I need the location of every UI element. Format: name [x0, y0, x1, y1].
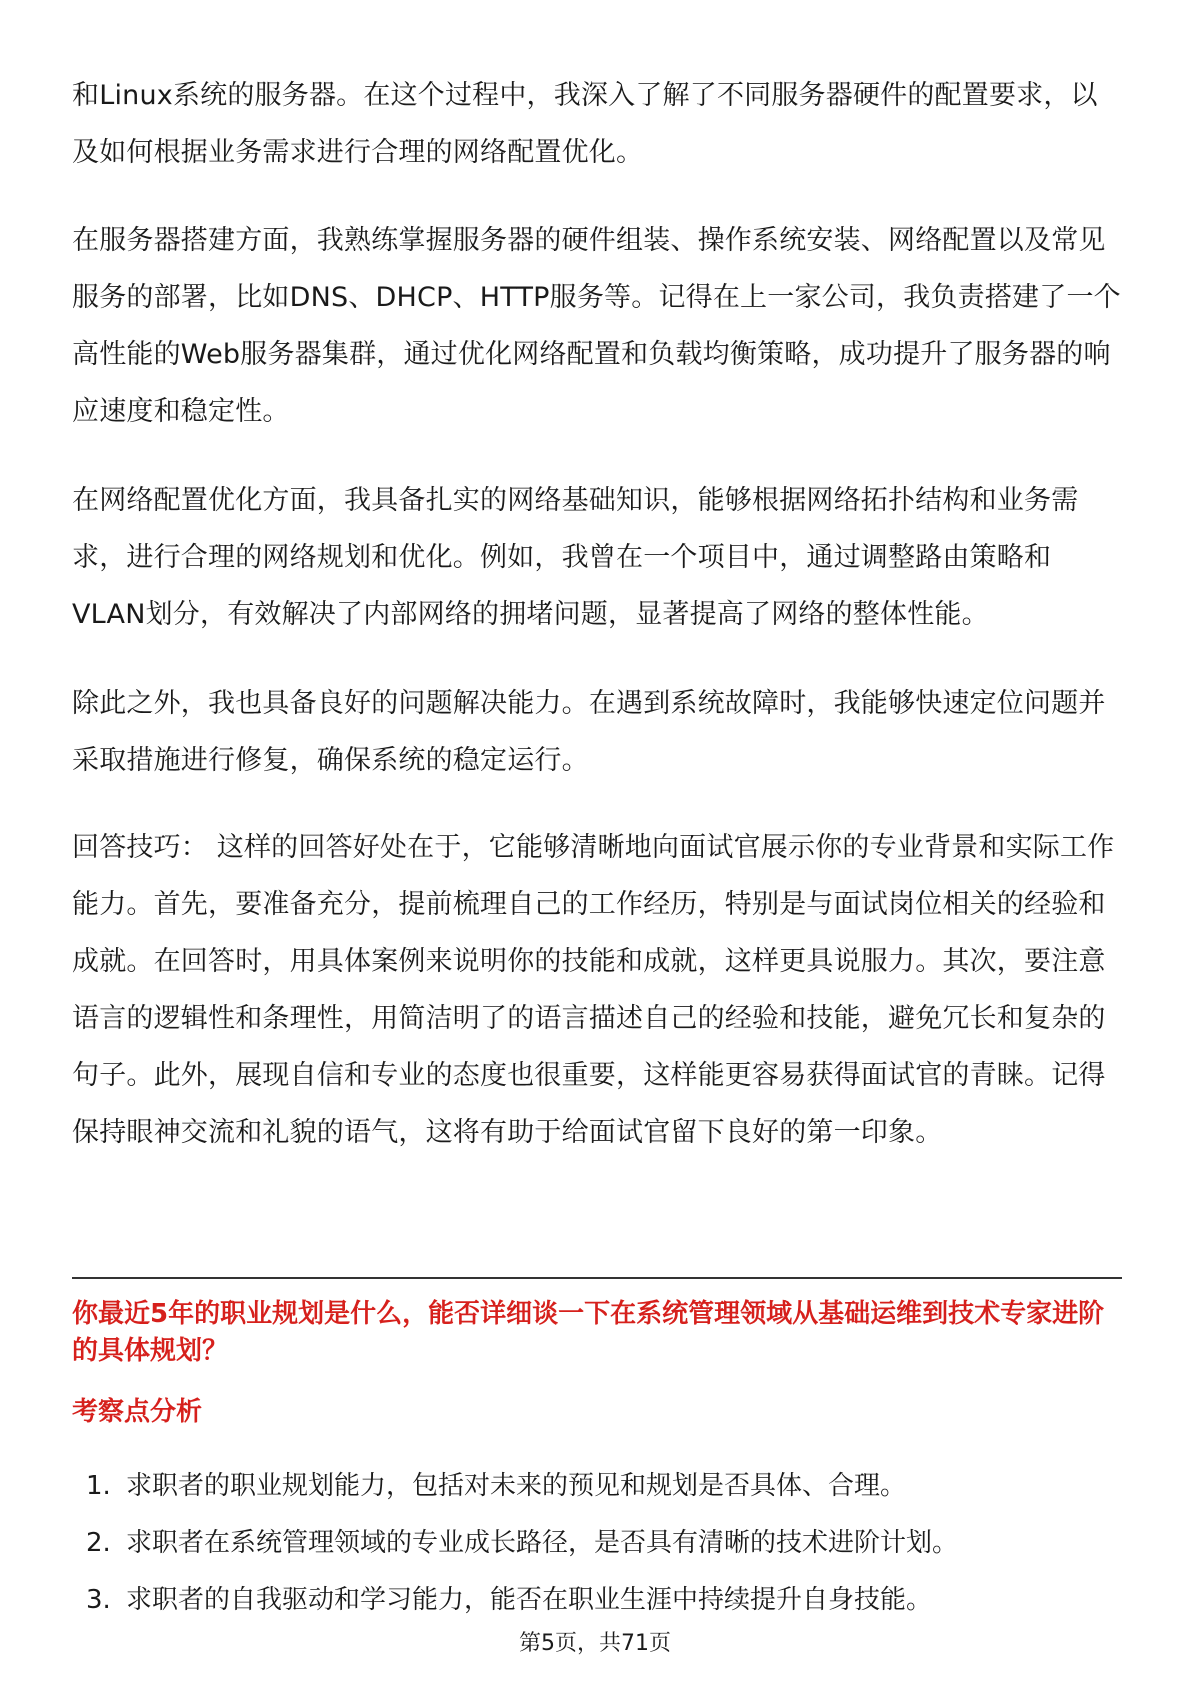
list-item-text: 求职者在系统管理领域的专业成长路径，是否具有清晰的技术进阶计划。	[126, 1528, 959, 1558]
document-page	[72, 0, 1122, 1684]
question-title: 你最近5年的职业规划是什么，能否详细谈一下在系统管理领域从基础运维到技术专家进阶的具体规划？	[72, 1299, 1105, 1366]
analysis-heading: 考察点分析	[72, 1397, 203, 1427]
list-item	[72, 1458, 1122, 1515]
list-item	[72, 1572, 1122, 1629]
list-item-number: 3.	[86, 1585, 111, 1615]
analysis-points-list	[72, 1458, 1122, 1629]
list-item-text: 求职者的职业规划能力，包括对未来的预见和规划是否具体、合理。	[126, 1471, 907, 1501]
body-paragraph: 在网络配置优化方面，我具备扎实的网络基础知识，能够根据网络拓扑结构和业务需求，进行合理的网络规划和优化。例如，我曾在一个项目中，通过调整路由策略和VLAN划分，有效解决了内部网络的拥堵问题，显著提高了网络的整体性能。	[72, 485, 1079, 630]
answer-tips-paragraph: 回答技巧： 这样的回答好处在于，它能够清晰地向面试官展示你的专业背景和实际工作能力。首先，要准备充分，提前梳理自己的工作经历，特别是与面试岗位相关的经验和成就。在回答时，用具体案例来说明你的技能和成就，这样更具说服力。其次，要注意语言的逻辑性和条理性，用简洁明了的语言描述自己的经验和技能，避免冗长和复杂的句子。此外，展现自信和专业的态度也很重要，这样能更容易获得面试官的青睐。记得保持眼神交流和礼貌的语气，这将有助于给面试官留下良好的第一印象。	[72, 832, 1115, 1148]
list-item	[72, 1515, 1122, 1572]
body-paragraph: 除此之外，我也具备良好的问题解决能力。在遇到系统故障时，我能够快速定位问题并采取措施进行修复，确保系统的稳定运行。	[72, 688, 1106, 776]
list-item-number: 2.	[86, 1528, 111, 1558]
body-paragraph: 在服务器搭建方面，我熟练掌握服务器的硬件组装、操作系统安装、网络配置以及常见服务的部署，比如DNS、DHCP、HTTP服务等。记得在上一家公司，我负责搭建了一个高性能的Web服务器集群，通过优化网络配置和负载均衡策略，成功提升了服务器的响应速度和稳定性。	[72, 225, 1121, 427]
body-paragraph: 和Linux系统的服务器。在这个过程中，我深入了解了不同服务器硬件的配置要求，以及如何根据业务需求进行合理的网络配置优化。	[72, 80, 1098, 168]
list-item-text: 求职者的自我驱动和学习能力，能否在职业生涯中持续提升自身技能。	[126, 1585, 933, 1615]
page-number: 第5页，共71页	[519, 1631, 671, 1656]
list-item-number: 1.	[86, 1471, 111, 1501]
section-divider	[72, 1277, 1122, 1279]
